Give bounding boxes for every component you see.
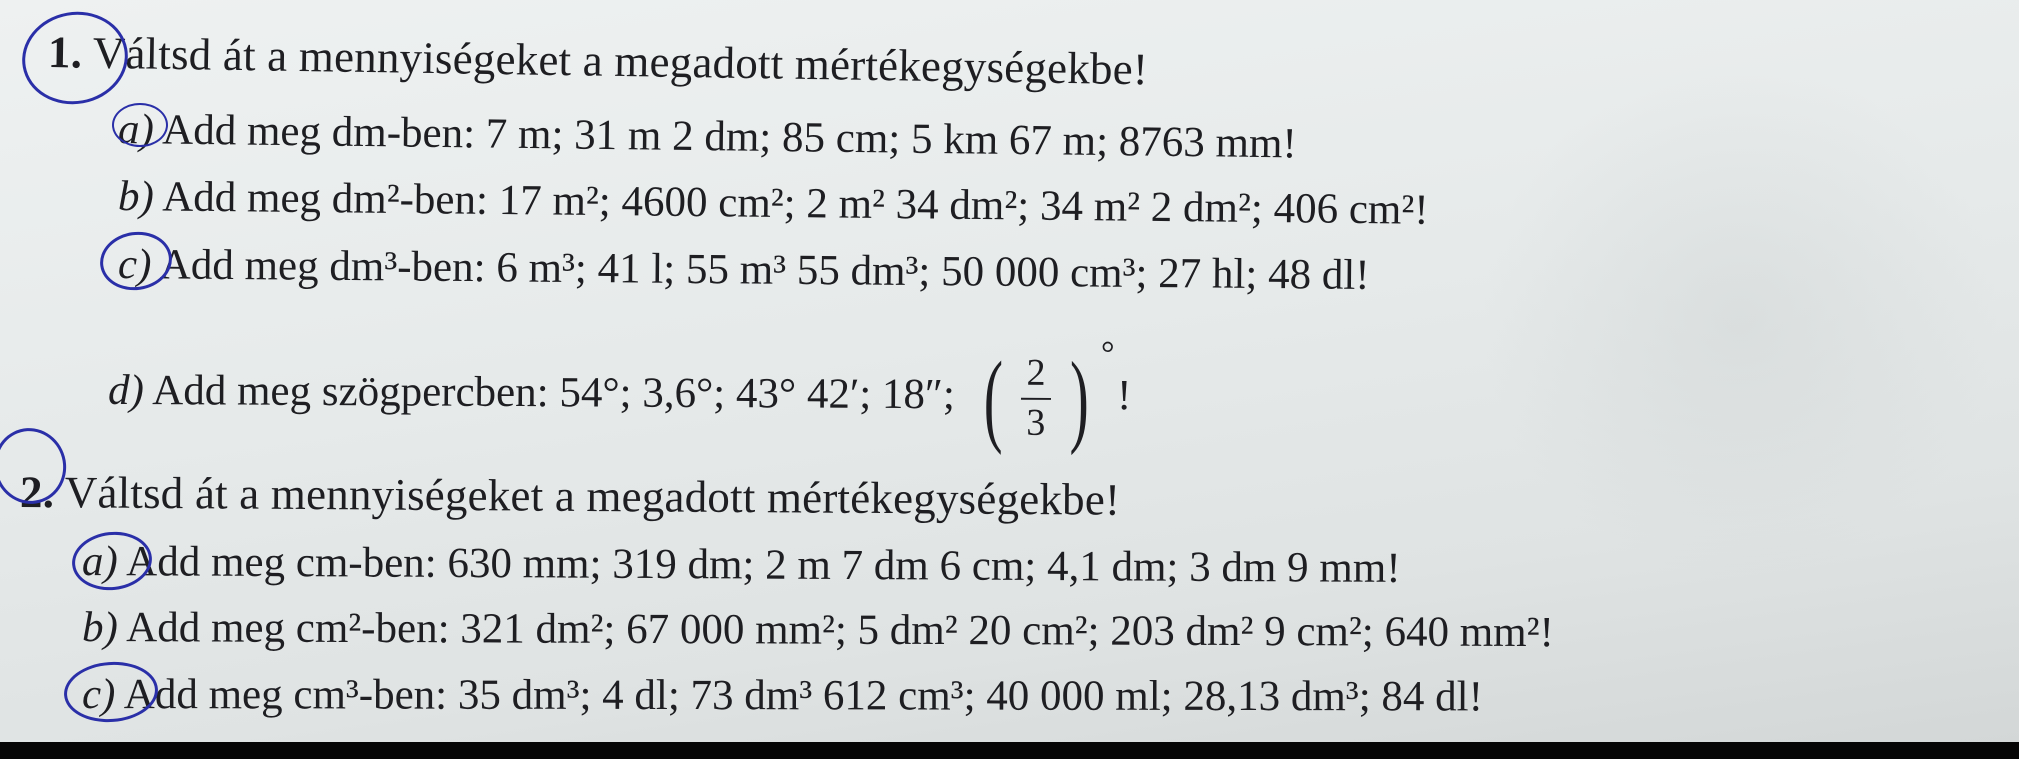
exercise-1-number: 1. <box>47 27 83 78</box>
exercise-1b <box>118 175 1429 232</box>
exercise-1d-label: d) <box>107 366 144 415</box>
exercise-1b-label: b) <box>117 173 155 221</box>
right-paren: ) <box>1069 341 1089 457</box>
exercise-1c <box>118 243 1370 297</box>
exercise-2c <box>81 671 1483 721</box>
exercise-2c-text: Add meg cm³-ben: 35 dm³; 4 dl; 73 dm³ 612 cm³; 40 000 ml; 28,13 dm³; 84 dl! <box>123 671 1483 721</box>
exercise-2c-label: c) <box>81 671 116 719</box>
fraction-denominator: 3 <box>1026 401 1046 444</box>
exercise-1a-text: Add meg dm-ben: 7 m; 31 m 2 dm; 85 cm; 5 km 67 m; 8763 mm! <box>161 106 1298 168</box>
exercise-1-instruction: Váltsd át a mennyiségeket a megadott mértékegységekbe! <box>92 27 1149 95</box>
exercise-1-heading <box>47 27 1149 95</box>
fraction-bar <box>1021 398 1051 400</box>
exercise-1a-label: a) <box>117 106 155 154</box>
exercise-2b <box>81 604 1554 657</box>
exercise-1d-text: Add meg szögpercben: 54°; 3,6°; 43° 42′; 18″; <box>152 367 955 419</box>
exercise-2b-label: b) <box>81 604 118 652</box>
exercise-2-instruction: Váltsd át a mennyiségeket a megadott mértékegységekbe! <box>64 467 1121 525</box>
exercise-2a-text: Add meg cm-ben: 630 mm; 319 dm; 2 m 7 dm 6 cm; 4,1 dm; 3 dm 9 mm! <box>126 538 1401 592</box>
exercise-2a-label: a) <box>81 538 118 586</box>
exercise-1d <box>107 335 1132 457</box>
exercise-2-heading <box>19 467 1121 525</box>
exercise-1b-text: Add meg dm²-ben: 17 m²; 4600 cm²; 2 m² 34 dm²; 34 m² 2 dm²; 406 cm²! <box>161 173 1429 234</box>
fraction-degree: ° <box>1100 335 1115 373</box>
exercise-2b-text: Add meg cm²-ben: 321 dm²; 67 000 mm²; 5 dm² 20 cm²; 203 dm² 9 cm²; 640 mm²! <box>126 604 1554 657</box>
exercise-1d-end: ! <box>1117 372 1132 420</box>
fraction-numerator: 2 <box>1026 352 1046 395</box>
exercise-1a <box>117 106 1298 168</box>
exercise-2a <box>82 540 1401 590</box>
page-bleed-through <box>1480 60 2000 580</box>
left-paren: ( <box>983 340 1003 456</box>
fraction-two-thirds <box>975 335 1115 457</box>
fraction-stack <box>1021 353 1051 445</box>
exercise-2-number: 2. <box>19 467 55 518</box>
exercise-1c-label: c) <box>117 241 152 289</box>
exercise-1c-text: Add meg dm³-ben: 6 m³; 41 l; 55 m³ 55 dm³; 50 000 cm³; 27 hl; 48 dl! <box>159 241 1370 299</box>
bottom-black-bar <box>0 742 2019 759</box>
